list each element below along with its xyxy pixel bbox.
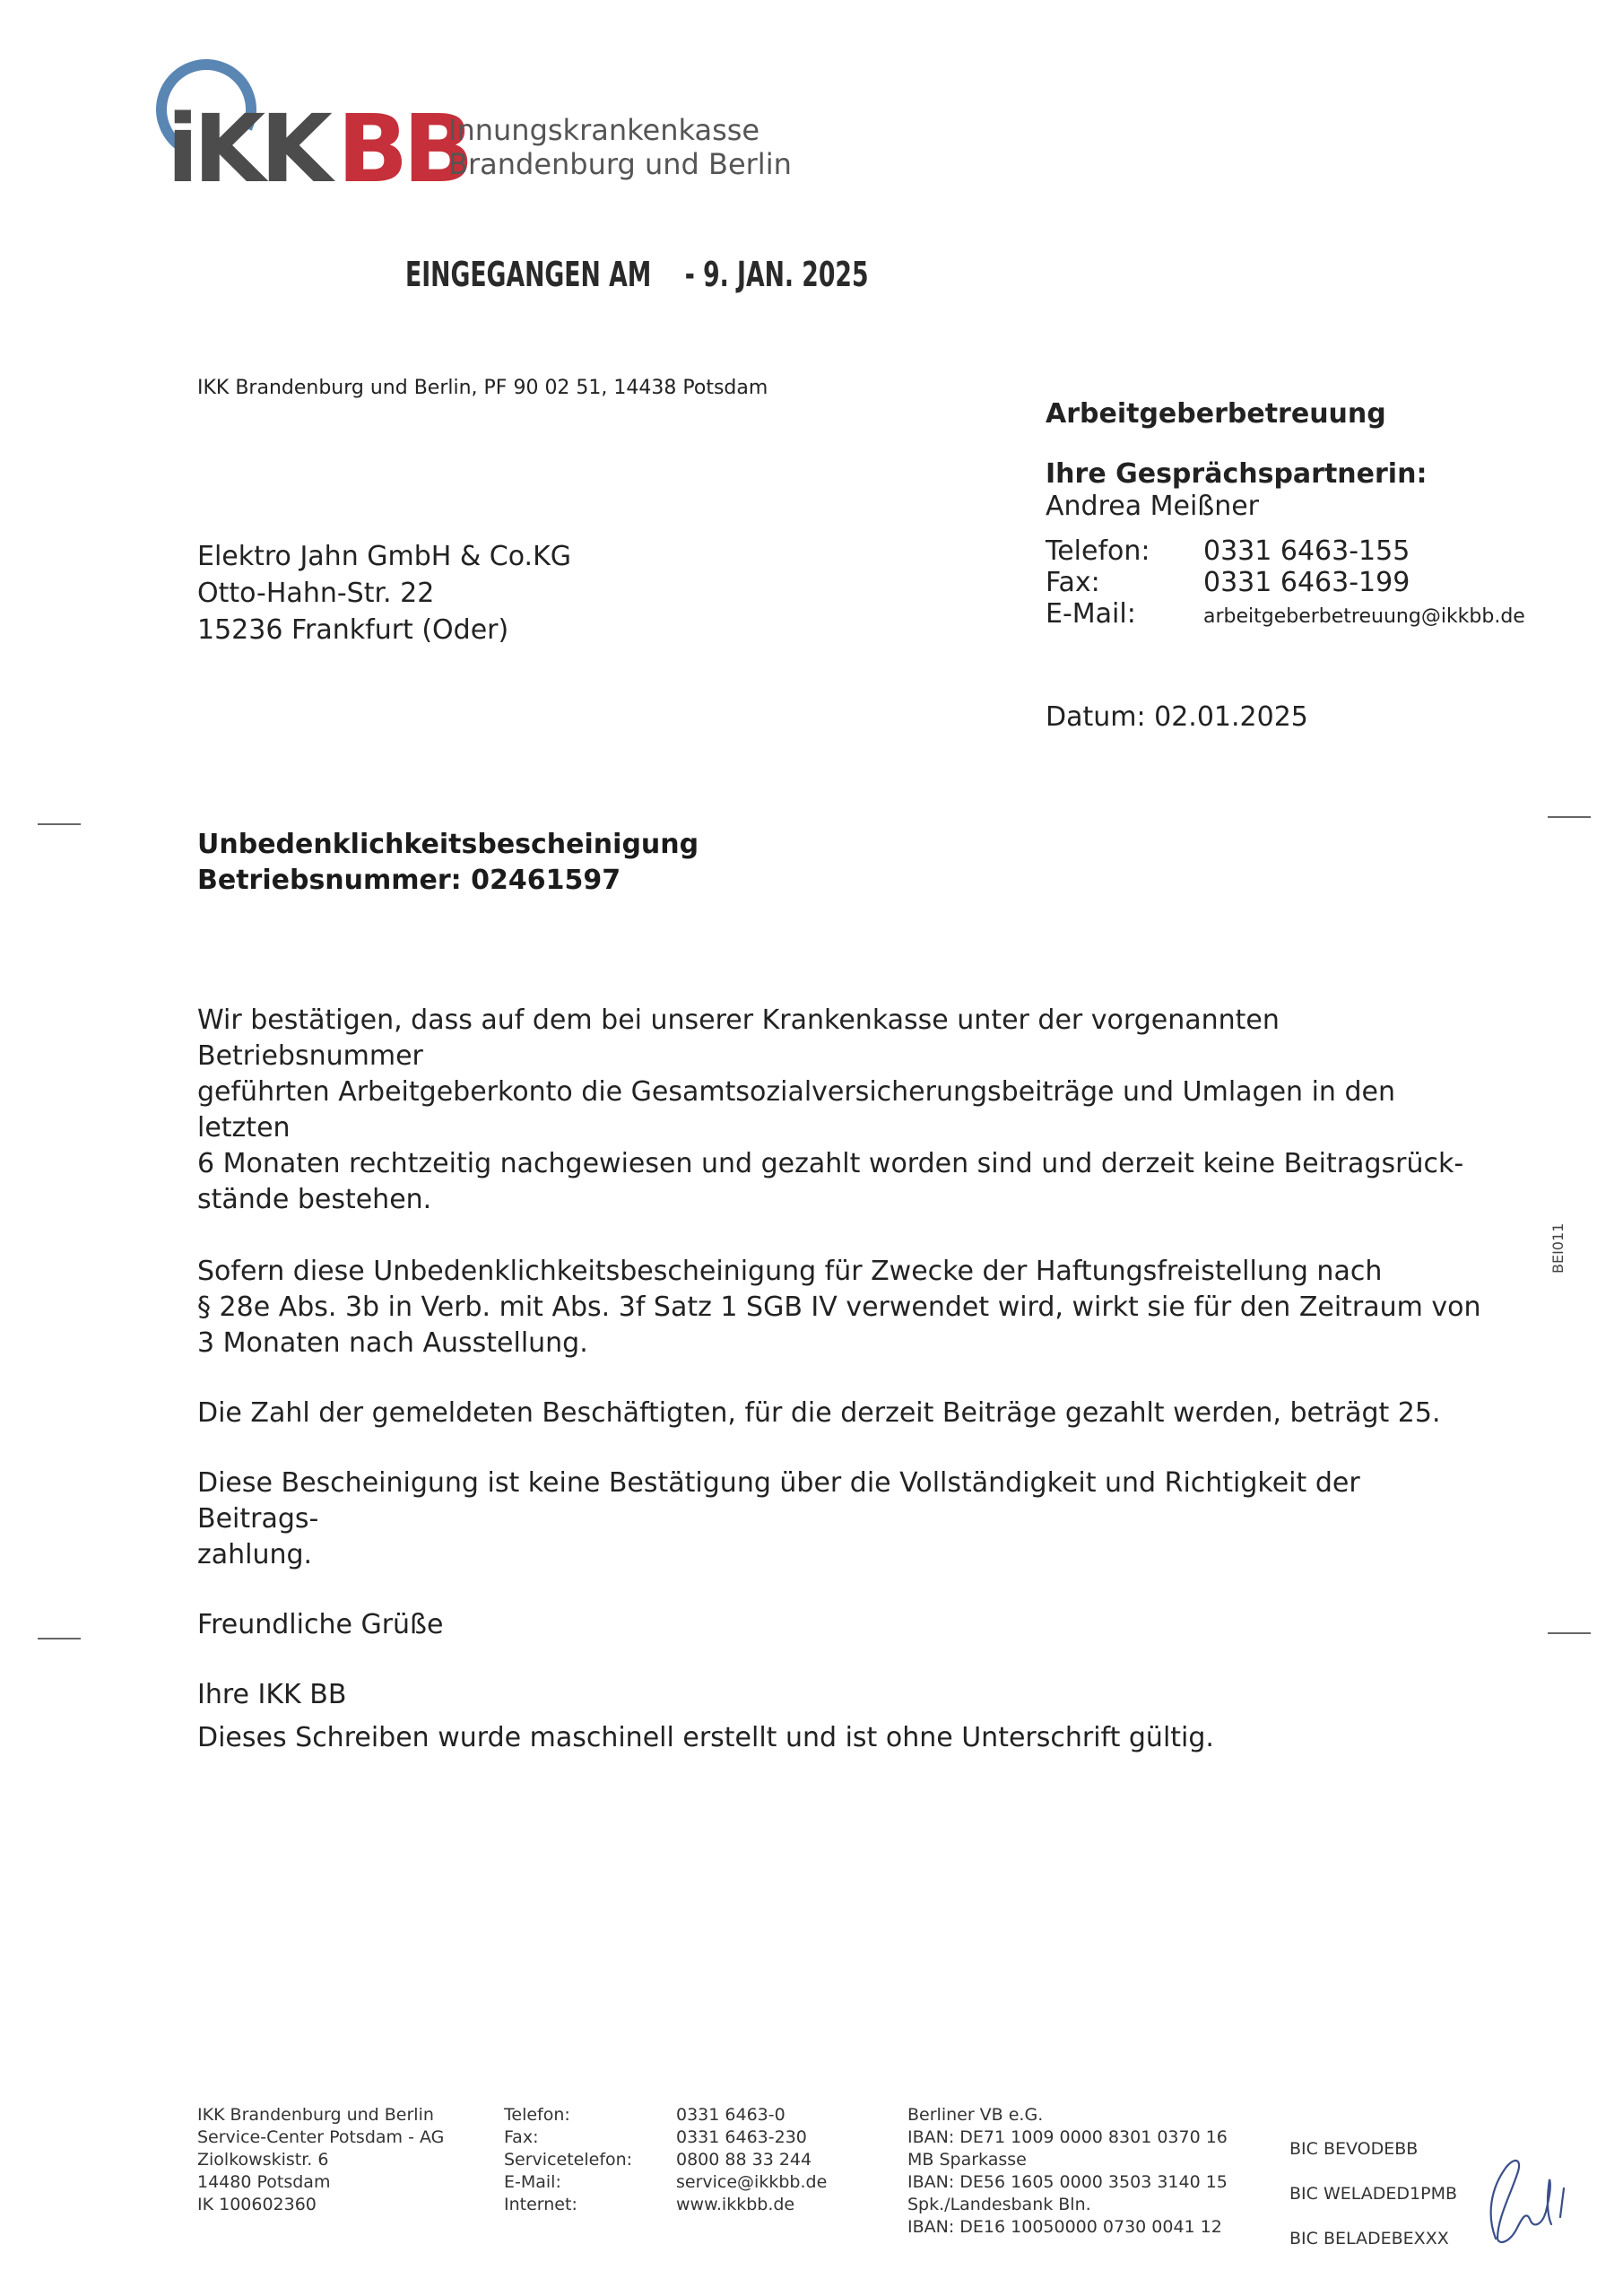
logo-name-line1: Innungskrankenkasse — [448, 113, 760, 147]
stamp-date: - 9. JAN. 2025 — [684, 255, 869, 294]
footer-banks — [907, 2104, 1228, 2239]
paragraph-employees — [197, 1396, 1488, 1431]
subject-line2: Betriebsnummer: 02461597 — [197, 865, 621, 896]
paragraph-disclaimer — [197, 1465, 1488, 1573]
contact-phone-row — [1046, 535, 1525, 567]
department: Arbeitgeberbetreuung — [1046, 398, 1386, 430]
paragraph-confirmation — [197, 1003, 1488, 1218]
footer-label: Fax: — [504, 2127, 539, 2147]
fold-mark-left-bottom — [38, 1638, 81, 1639]
footer-bic: BIC WELADED1PMB — [1289, 2184, 1457, 2204]
partner-title: Ihre Gesprächspartnerin: — [1046, 458, 1428, 490]
email-label: E-Mail: — [1046, 598, 1136, 630]
recipient-address — [197, 538, 571, 648]
letter-body — [197, 1003, 1488, 1756]
contact-fax-row — [1046, 567, 1525, 598]
footer-contact-values — [676, 2104, 827, 2216]
partner-name: Andrea Meißner — [1046, 491, 1260, 522]
logo-name — [448, 113, 792, 181]
footer-bank-line: IBAN: DE56 1605 0000 3503 3140 15 — [907, 2172, 1228, 2192]
received-stamp — [405, 255, 869, 294]
logo-mark-bb: BB — [337, 94, 469, 204]
paragraph-liability — [197, 1254, 1488, 1361]
footer-bank-line: IBAN: DE71 1009 0000 8301 0370 16 — [907, 2127, 1228, 2147]
fold-mark-right-bottom — [1548, 1632, 1591, 1634]
footer-address — [197, 2104, 444, 2216]
footer-contact-labels — [504, 2104, 632, 2216]
footer-bank-line: IBAN: DE16 10050000 0730 0041 12 — [907, 2217, 1222, 2237]
body-line: § 28e Abs. 3b in Verb. mit Abs. 3f Satz 1 SGB IV verwendet wird, wirkt sie für den Zeitraum von — [197, 1292, 1481, 1323]
contact-block — [1046, 398, 1525, 632]
footer-address-line: 14480 Potsdam — [197, 2172, 331, 2192]
contact-table — [1046, 535, 1525, 632]
fold-mark-left-top — [38, 823, 81, 825]
stamp-label: EINGEGANGEN AM — [405, 255, 652, 294]
footer-label: Telefon: — [504, 2105, 570, 2125]
greeting: Freundliche Grüße — [197, 1609, 444, 1640]
letter-date: Datum: 02.01.2025 — [1046, 701, 1308, 733]
footer-bank-line: Berliner VB e.G. — [907, 2105, 1044, 2125]
fax-value: 0331 6463-199 — [1203, 567, 1410, 598]
body-line: Wir bestätigen, dass auf dem bei unserer Krankenkasse unter der vorgenannten Betriebsnummer — [197, 1004, 1280, 1072]
body-line: stände bestehen. — [197, 1184, 432, 1215]
footer-address-line: Ziolkowskistr. 6 — [197, 2150, 329, 2170]
footer-bics — [1289, 2126, 1457, 2261]
footer-bank-line: Spk./Landesbank Bln. — [907, 2195, 1091, 2214]
ikk-bb-logo — [151, 56, 473, 204]
body-line: Diese Bescheinigung ist keine Bestätigung über die Vollständigkeit und Richtigkeit der Beitrags- — [197, 1467, 1360, 1535]
fold-mark-right-top — [1548, 816, 1591, 818]
subject — [197, 827, 699, 899]
footer-value: www.ikkbb.de — [676, 2195, 795, 2214]
footer-address-line: IK 100602360 — [197, 2195, 317, 2214]
subject-line1: Unbedenklichkeitsbescheinigung — [197, 829, 699, 860]
footer-label: E-Mail: — [504, 2172, 561, 2192]
footer-value: 0800 88 33 244 — [676, 2150, 812, 2170]
sender-return-address: IKK Brandenburg und Berlin, PF 90 02 51, 14438 Potsdam — [197, 377, 768, 399]
machine-note: Dieses Schreiben wurde maschinell erstellt und ist ohne Unterschrift gültig. — [197, 1722, 1214, 1753]
footer-bank-line: MB Sparkasse — [907, 2150, 1027, 2170]
footer-bic: BIC BELADEBEXXX — [1289, 2229, 1449, 2248]
contact-email-row — [1046, 598, 1525, 632]
handwritten-initials-icon — [1471, 2152, 1587, 2251]
logo-name-line2: Brandenburg und Berlin — [448, 147, 792, 181]
recipient-line2: Otto-Hahn-Str. 22 — [197, 578, 435, 609]
email-value: arbeitgeberbetreuung@ikkbb.de — [1203, 605, 1525, 628]
footer-address-line: Service-Center Potsdam - AG — [197, 2127, 445, 2147]
body-line: geführten Arbeitgeberkonto die Gesamtsozialversicherungsbeiträge und Umlagen in den letzten — [197, 1076, 1395, 1144]
body-line: Die Zahl der gemeldeten Beschäftigten, für die derzeit Beiträge gezahlt werden, beträgt 25. — [197, 1397, 1441, 1429]
signoff: Ihre IKK BB — [197, 1679, 347, 1710]
footer-value: 0331 6463-230 — [676, 2127, 807, 2147]
recipient-line3: 15236 Frankfurt (Oder) — [197, 614, 509, 646]
form-code: BEI011 — [1549, 1222, 1567, 1274]
footer-label: Servicetelefon: — [504, 2150, 633, 2170]
recipient-line1: Elektro Jahn GmbH & Co.KG — [197, 541, 572, 572]
footer-label: Internet: — [504, 2195, 577, 2214]
body-line: Sofern diese Unbedenklichkeitsbescheinigung für Zwecke der Haftungsfreistellung nach — [197, 1256, 1383, 1287]
footer-value: 0331 6463-0 — [676, 2105, 785, 2125]
phone-value: 0331 6463-155 — [1203, 535, 1410, 567]
body-line: zahlung. — [197, 1539, 313, 1570]
footer-bic: BIC BEVODEBB — [1289, 2139, 1419, 2159]
phone-label: Telefon: — [1046, 535, 1150, 567]
footer-value: service@ikkbb.de — [676, 2172, 828, 2192]
footer-address-line: IKK Brandenburg und Berlin — [197, 2105, 434, 2125]
body-line: 6 Monaten rechtzeitig nachgewiesen und gezahlt worden sind und derzeit keine Beitragsrück- — [197, 1148, 1464, 1179]
body-line: 3 Monaten nach Ausstellung. — [197, 1327, 588, 1359]
fax-label: Fax: — [1046, 567, 1100, 598]
logo-mark-ikk: iKK — [167, 94, 327, 204]
